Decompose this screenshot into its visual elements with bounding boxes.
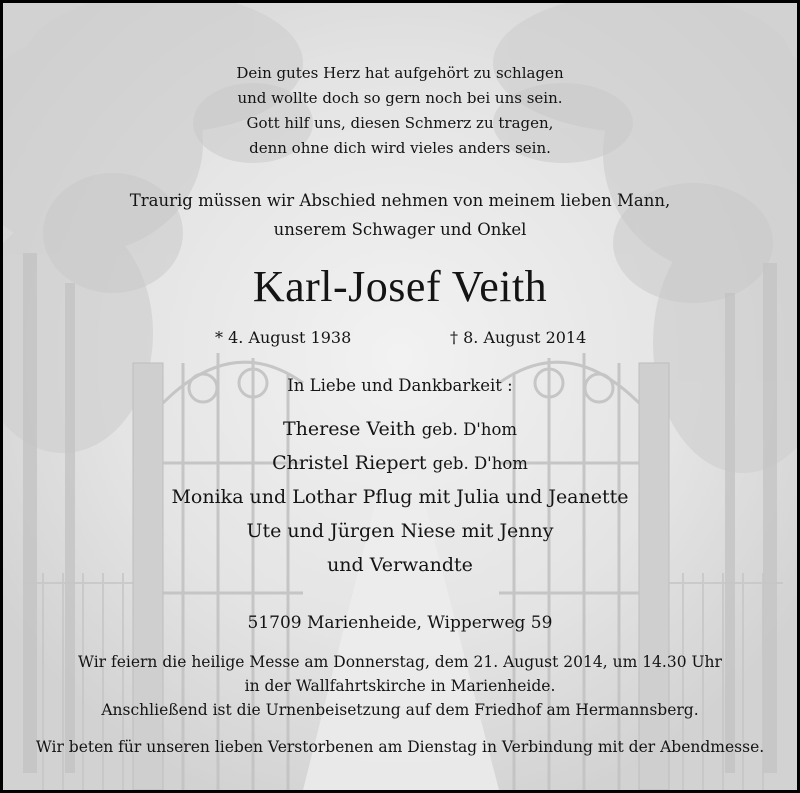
intro-line-1: Traurig müssen wir Abschied nehmen von meinem lieben Mann, — [129, 191, 671, 210]
closing-note: Wir beten für unseren lieben Verstorbenen am Dienstag in Verbindung mit der Abendmesse. — [35, 738, 765, 756]
mourner-ute: Ute und Jürgen Niese mit Jenny — [246, 520, 554, 542]
obituary-text — [3, 3, 797, 790]
poem-line-3: Gott hilf uns, diesen Schmerz zu tragen, — [246, 114, 554, 132]
mourner-christel-nee: geb. D'hom — [432, 454, 528, 473]
mourner-christel — [3, 452, 797, 474]
mourner-monika: Monika und Lothar Pflug mit Julia und Jeanette — [171, 486, 629, 508]
mourner-christel-name: Christel Riepert — [272, 452, 427, 474]
mourner-therese-nee: geb. D'hom — [421, 420, 518, 439]
mourner-therese — [3, 418, 797, 440]
thanks-heading: In Liebe und Dankbarkeit : — [287, 376, 513, 395]
deceased-name: Karl-Josef Veith — [252, 262, 548, 311]
birth-date: * 4. August 1938 — [215, 328, 352, 347]
address: 51709 Marienheide, Wipperweg 59 — [247, 613, 553, 633]
notice-line-1: Wir feiern die heilige Messe am Donnerstag, dem 21. August 2014, um 14.30 Uhr — [78, 653, 722, 671]
intro-line-2: unserem Schwager und Onkel — [273, 220, 527, 239]
poem-line-2: und wollte doch so gern noch bei uns sein. — [237, 89, 563, 107]
death-date: † 8. August 2014 — [450, 328, 587, 347]
notice-line-2: in der Wallfahrtskirche in Marienheide. — [244, 677, 556, 695]
mourner-therese-name: Therese Veith — [282, 418, 416, 440]
poem-line-4: denn ohne dich wird vieles anders sein. — [249, 139, 551, 157]
poem-line-1: Dein gutes Herz hat aufgehört zu schlagen — [236, 64, 564, 82]
mourner-relatives: und Verwandte — [327, 554, 473, 576]
life-dates — [3, 328, 797, 350]
notice-line-3: Anschließend ist die Urnenbeisetzung auf dem Friedhof am Hermannsberg. — [101, 701, 699, 719]
